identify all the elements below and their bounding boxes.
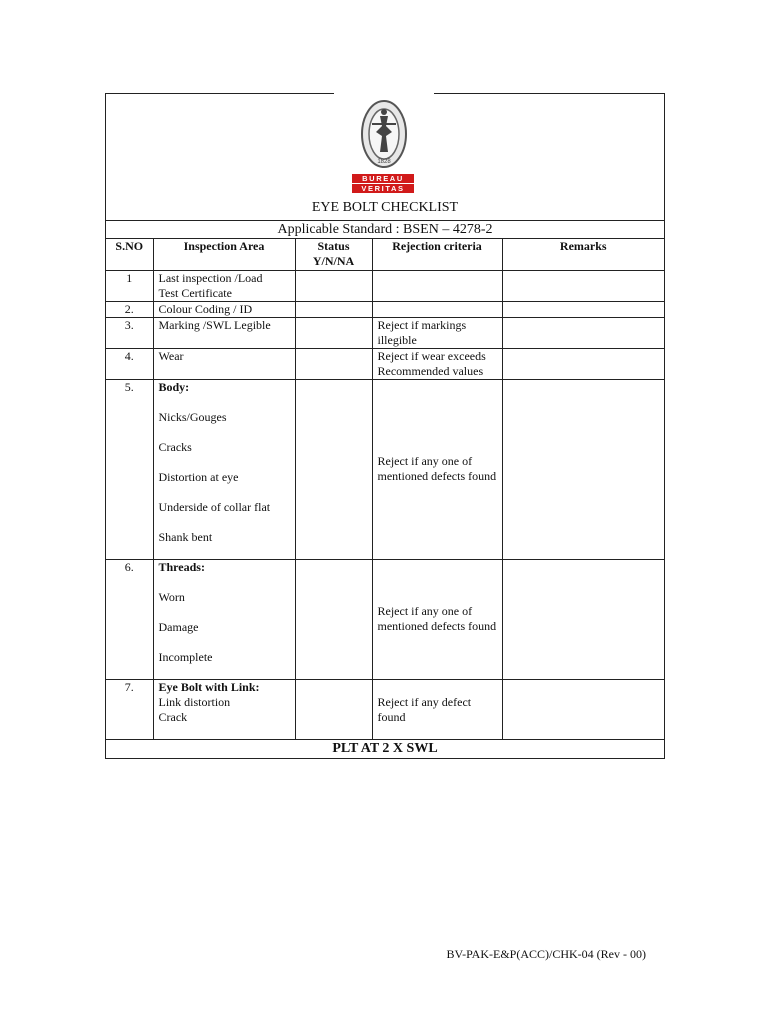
table-header-row xyxy=(106,239,664,270)
area-line: Nicks/Gouges xyxy=(158,409,227,424)
status-cell[interactable] xyxy=(295,317,372,348)
status-cell[interactable] xyxy=(295,559,372,679)
table-row xyxy=(106,317,664,348)
row-sno: 5. xyxy=(106,379,153,559)
plt-footer-row: PLT AT 2 X SWL xyxy=(106,739,664,758)
logo-header xyxy=(106,94,664,221)
area-line: Wear xyxy=(158,348,184,363)
table-row xyxy=(106,559,664,679)
criteria-cell: Reject if any one of mentioned defects found xyxy=(372,559,502,679)
area-line: Crack xyxy=(158,709,188,724)
status-cell[interactable] xyxy=(295,379,372,559)
header-rejection-criteria: Rejection criteria xyxy=(372,239,502,270)
status-cell[interactable] xyxy=(295,301,372,317)
criteria-cell xyxy=(372,270,502,301)
header-remarks: Remarks xyxy=(502,239,664,270)
row-sno: 1 xyxy=(106,270,153,301)
remarks-cell[interactable] xyxy=(502,348,664,379)
table-row xyxy=(106,270,664,301)
row-sno: 6. xyxy=(106,559,153,679)
status-cell[interactable] xyxy=(295,348,372,379)
seal-year: 1828 xyxy=(377,159,391,165)
row-sno: 7. xyxy=(106,679,153,739)
row-area xyxy=(153,348,295,379)
checklist-sheet xyxy=(105,93,665,759)
area-heading: Body: xyxy=(158,379,190,394)
criteria-cell: Reject if any one of mentioned defects found xyxy=(372,379,502,559)
document-code: BV-PAK-E&P(ACC)/CHK-04 (Rev - 00) xyxy=(446,947,646,961)
area-line: Link distortion xyxy=(158,694,231,709)
document-title: EYE BOLT CHECKLIST xyxy=(311,200,459,215)
area-line: Underside of collar flat xyxy=(158,499,271,514)
remarks-cell[interactable] xyxy=(502,301,664,317)
row-area xyxy=(153,317,295,348)
area-line: Test Certificate xyxy=(158,285,232,300)
area-line: Shank bent xyxy=(158,529,213,544)
applicable-standard: Applicable Standard : BSEN – 4278-2 xyxy=(106,221,664,239)
row-area xyxy=(153,270,295,301)
area-heading: Eye Bolt with Link: xyxy=(158,679,260,694)
table-row xyxy=(106,679,664,739)
area-line: Marking /SWL Legible xyxy=(158,317,271,332)
checklist-table xyxy=(106,239,664,739)
table-row xyxy=(106,379,664,559)
remarks-cell[interactable] xyxy=(502,679,664,739)
row-area xyxy=(153,559,295,679)
area-line: Last inspection /Load xyxy=(158,270,263,285)
area-heading: Threads: xyxy=(158,559,205,574)
table-row xyxy=(106,301,664,317)
row-sno: 2. xyxy=(106,301,153,317)
row-area xyxy=(153,679,295,739)
area-line: Incomplete xyxy=(158,649,213,664)
logo-word-veritas: VERITAS xyxy=(352,184,414,193)
area-line: Damage xyxy=(158,619,199,634)
remarks-cell[interactable] xyxy=(502,270,664,301)
row-sno: 4. xyxy=(106,348,153,379)
row-sno: 3. xyxy=(106,317,153,348)
criteria-cell: Reject if markings illegible xyxy=(372,317,502,348)
header-status xyxy=(295,239,372,270)
row-area xyxy=(153,301,295,317)
area-line: Colour Coding / ID xyxy=(158,301,253,316)
logo-word-bureau: BUREAU xyxy=(352,174,414,183)
header-status-line2: Y/N/NA xyxy=(312,254,355,268)
criteria-cell: Reject if wear exceeds Recommended values xyxy=(372,348,502,379)
header-sno: S.NO xyxy=(106,239,153,270)
criteria-cell: Reject if any defect found xyxy=(372,679,502,739)
status-cell[interactable] xyxy=(295,679,372,739)
remarks-cell[interactable] xyxy=(502,317,664,348)
table-row xyxy=(106,348,664,379)
area-line: Distortion at eye xyxy=(158,469,239,484)
status-cell[interactable] xyxy=(295,270,372,301)
remarks-cell[interactable] xyxy=(502,379,664,559)
remarks-cell[interactable] xyxy=(502,559,664,679)
area-line: Worn xyxy=(158,589,185,604)
criteria-cell xyxy=(372,301,502,317)
header-inspection-area: Inspection Area xyxy=(153,239,295,270)
area-line: Cracks xyxy=(158,439,192,454)
row-area xyxy=(153,379,295,559)
header-status-line1: Status xyxy=(317,239,350,253)
